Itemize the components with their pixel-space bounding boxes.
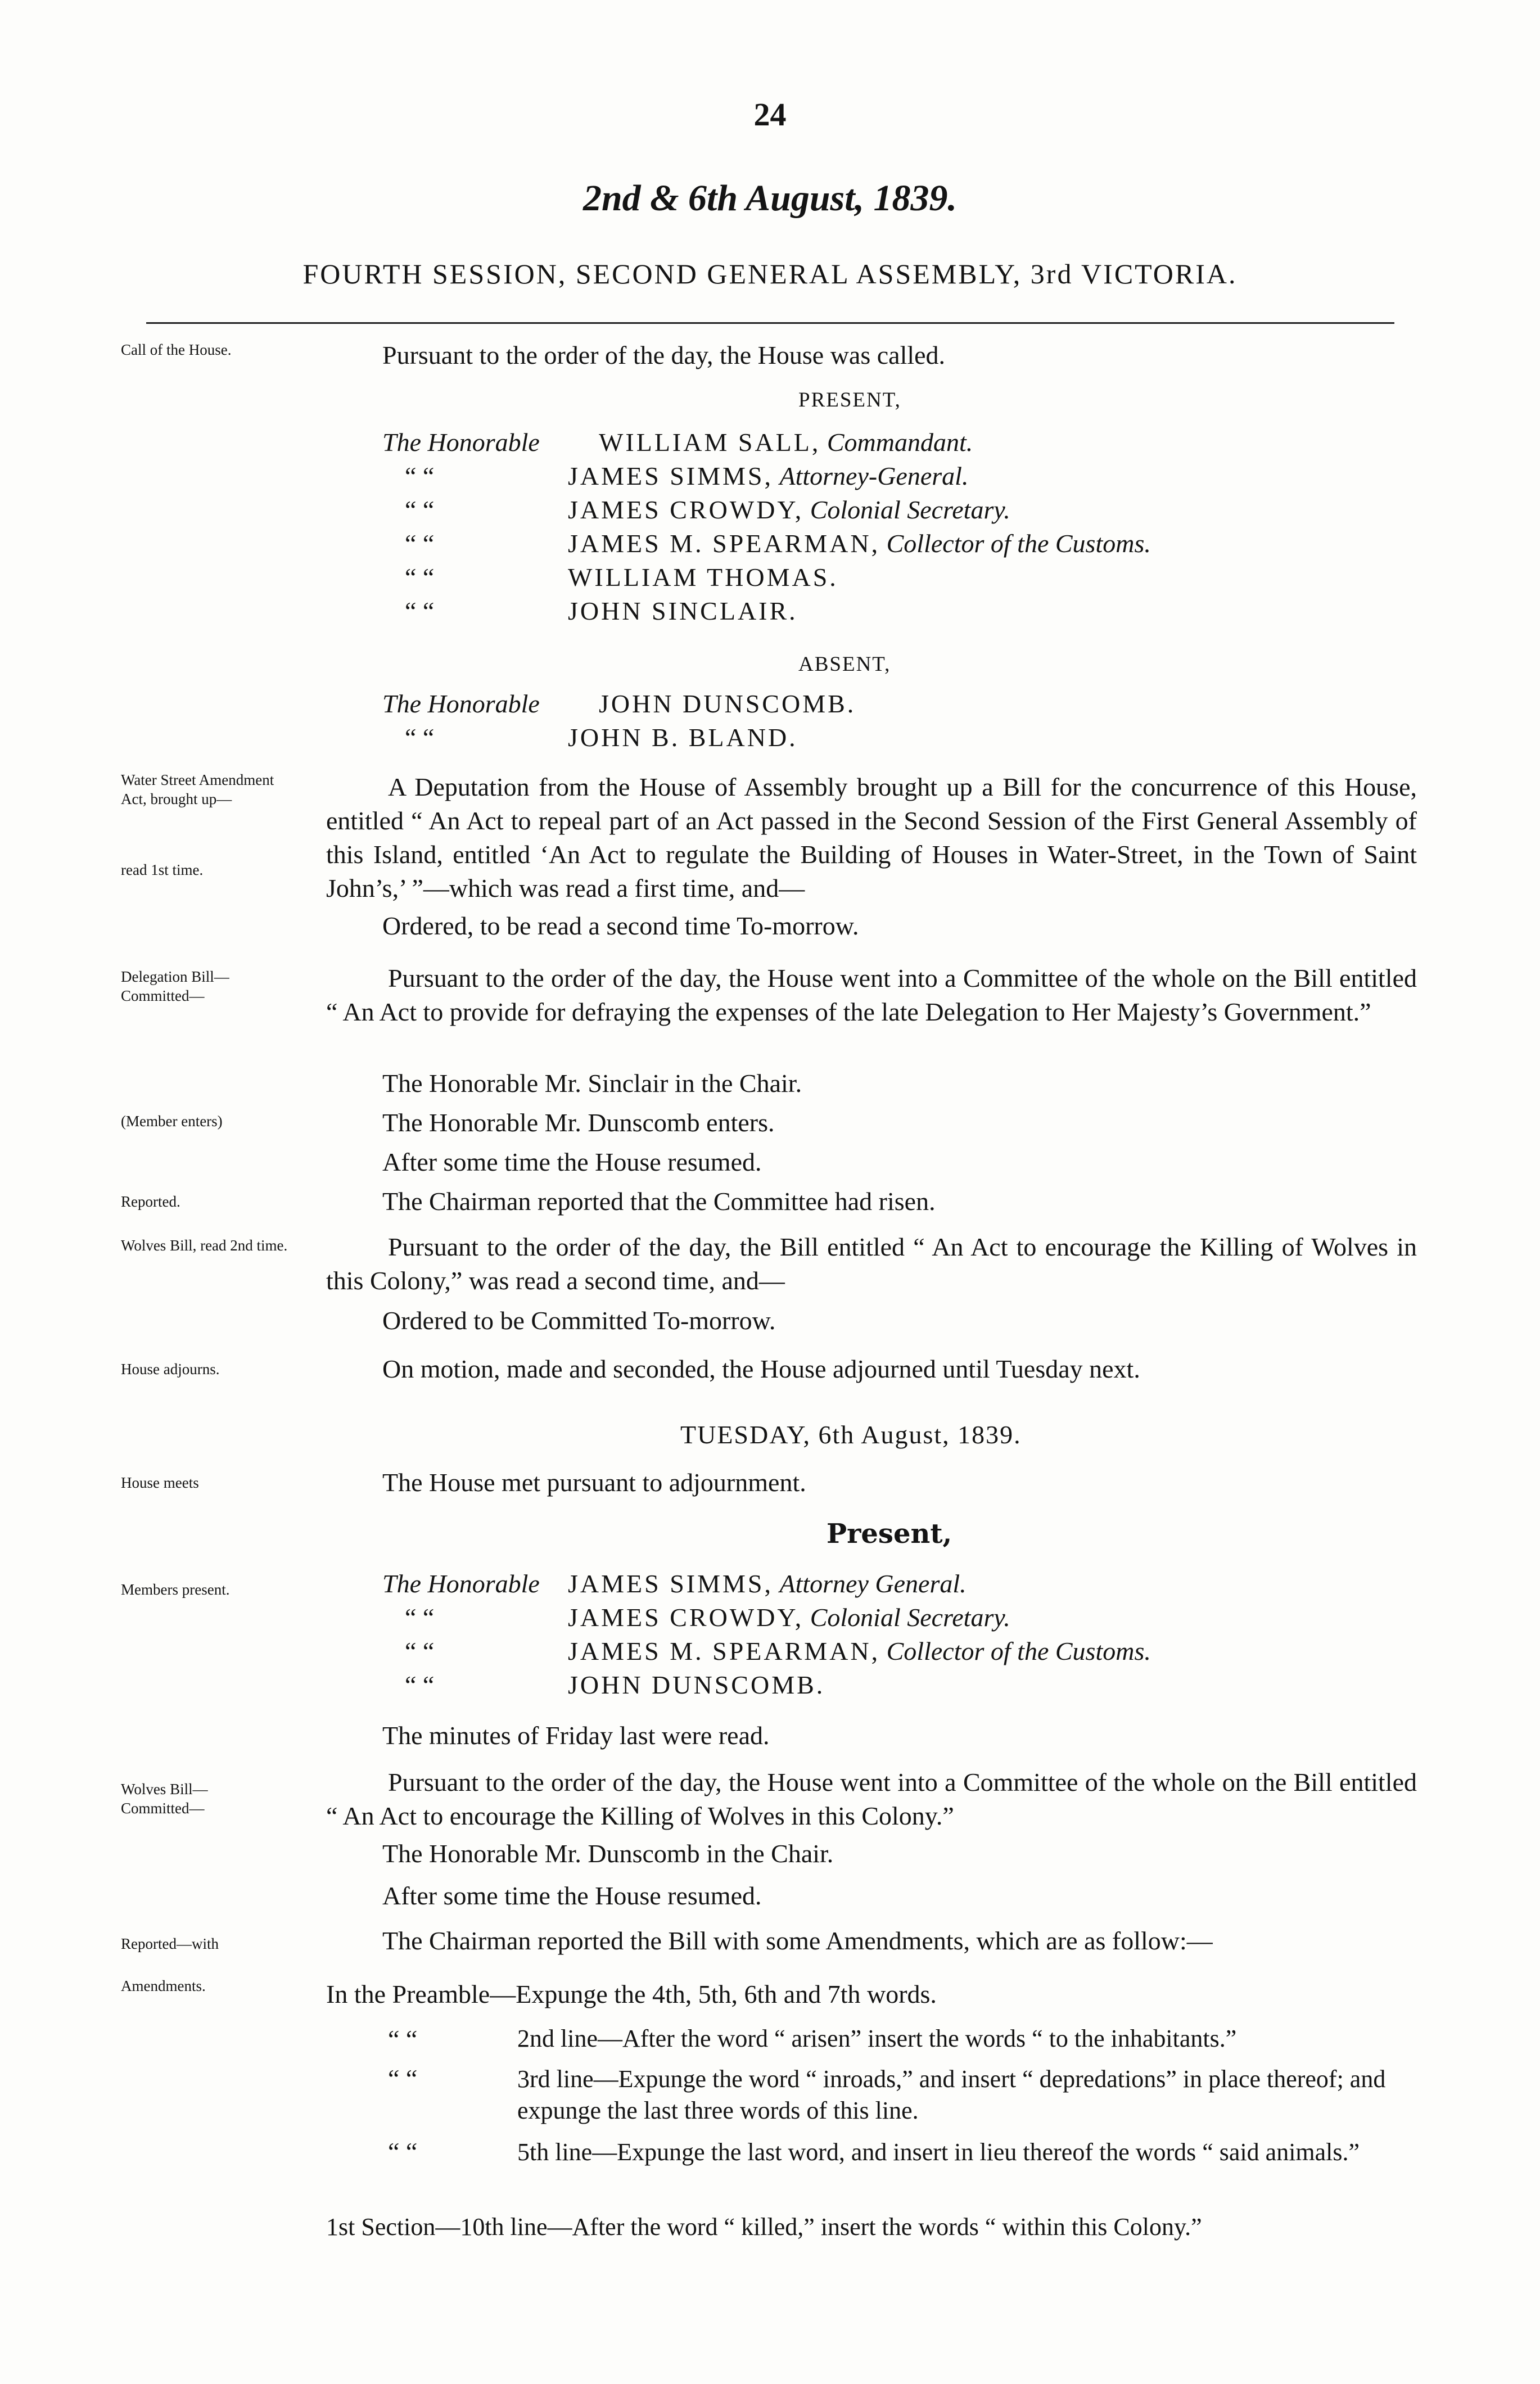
ditto-mark: “ “ xyxy=(388,2064,418,2093)
house-resumed-2: After some time the House resumed. xyxy=(382,1881,762,1910)
margin-note: (Member enters) xyxy=(121,1113,223,1130)
attendee-entry xyxy=(568,562,838,592)
attendee-entry xyxy=(568,529,1151,558)
margin-note: House adjourns. xyxy=(121,1361,220,1378)
amendment-item: 2nd line—After the word “ arisen” insert the words “ to the inhabitants.” xyxy=(517,2025,1237,2052)
margin-note: Wolves Bill, read 2nd time. xyxy=(121,1237,288,1254)
attendee-name: JAMES CROWDY, xyxy=(568,1603,804,1632)
margin-note: Reported—with xyxy=(121,1935,219,1952)
attendee-prefix: The Honorable xyxy=(382,1569,540,1598)
attendee-name: JAMES M. SPEARMAN, xyxy=(568,1637,880,1665)
margin-note: Water Street Amendment Act, brought up— xyxy=(121,771,274,807)
attendee-name: JAMES SIMMS, xyxy=(568,462,773,490)
call-of-house: Pursuant to the order of the day, the House was called. xyxy=(382,341,946,369)
date-heading: 2nd & 6th August, 1839. xyxy=(582,178,958,219)
margin-note: Call of the House. xyxy=(121,341,232,358)
attendee-entry xyxy=(599,427,973,457)
margin-note: House meets xyxy=(121,1474,199,1491)
ditto-mark: “ “ xyxy=(388,2025,418,2053)
present-heading: PRESENT, xyxy=(798,389,901,412)
attendee-name: WILLIAM THOMAS. xyxy=(568,563,838,592)
ordered-committed: Ordered to be Committed To-morrow. xyxy=(382,1306,776,1335)
attendee-row xyxy=(382,1569,540,1599)
amendment-item: 1st Section—10th line—After the word “ killed,” insert the words “ within this Colony.” xyxy=(326,2213,1202,2241)
attendee-title: Attorney General. xyxy=(779,1569,967,1598)
margin-note: Reported. xyxy=(121,1193,180,1210)
absentee-name-text: JOHN B. BLAND. xyxy=(568,723,798,752)
amendment-item: 5th line—Expunge the last word, and insert in lieu thereof the words “ said animals.” xyxy=(517,2138,1360,2166)
house-resumed: After some time the House resumed. xyxy=(382,1148,762,1176)
ditto-mark: “ “ xyxy=(405,563,435,592)
ditto-mark: “ “ xyxy=(388,2137,418,2166)
header-rule xyxy=(146,322,1394,324)
absentee-row xyxy=(382,689,540,719)
attendee-entry xyxy=(568,495,1010,525)
adjournment-motion: On motion, made and seconded, the House adjourned until Tuesday next. xyxy=(382,1354,1140,1383)
margin-note: Amendments. xyxy=(121,1977,206,1994)
absentee-name-text: JOHN DUNSCOMB. xyxy=(599,689,856,718)
deputation-paragraph: A Deputation from the House of Assembly brought up a Bill for the concurrence of this House, entitled “ An Act to repeal part of an Act passed in the Second Session of the First General Assembly of this Island, entitled ‘An Act to regulate the Building of Houses in Water-Street, in the Town of Saint John’s,’ ”—which was read a first time, and— xyxy=(326,773,1417,902)
amendment-item: 3rd line—Expunge the word “ inroads,” and insert “ depredations” in place thereof; and expunge the last three words of this line. xyxy=(517,2065,1386,2124)
ditto-mark: “ “ xyxy=(405,1603,435,1632)
wolves-second-reading: Pursuant to the order of the day, the Bill entitled “ An Act to encourage the Killing of Wolves in this Colony,” was read a second time, and— xyxy=(326,1232,1417,1295)
attendee-entry xyxy=(568,1602,1010,1632)
absent-heading: ABSENT, xyxy=(798,653,891,676)
attendee-name: JOHN DUNSCOMB. xyxy=(568,1670,825,1699)
attendee-prefix: The Honorable xyxy=(382,428,540,457)
amendments-intro: The Chairman reported the Bill with some Amendments, which are as follow:— xyxy=(382,1926,1213,1955)
attendee-title: Attorney-General. xyxy=(779,462,969,490)
ditto-mark: “ “ xyxy=(405,495,435,524)
attendee-title: Colonial Secretary. xyxy=(810,1603,1010,1632)
margin-note: Wolves Bill—Committed— xyxy=(121,1781,208,1817)
attendee-title: Colonial Secretary. xyxy=(810,495,1010,524)
dunscomb-enters: The Honorable Mr. Dunscomb enters. xyxy=(382,1108,775,1137)
ditto-mark: “ “ xyxy=(405,1637,435,1665)
attendee-entry xyxy=(568,1670,825,1700)
minutes-read: The minutes of Friday last were read. xyxy=(382,1721,770,1750)
attendee-name: JOHN SINCLAIR. xyxy=(568,597,798,625)
margin-note: read 1st time. xyxy=(121,861,204,878)
wolves-committee-paragraph: Pursuant to the order of the day, the House went into a Committee of the whole on the Bill entitled “ An Act to encourage the Killing of Wolves in this Colony.” xyxy=(326,1768,1417,1830)
sinclair-chair: The Honorable Mr. Sinclair in the Chair. xyxy=(382,1069,802,1098)
ditto-mark: “ “ xyxy=(405,462,435,490)
attendee-entry xyxy=(568,596,798,626)
attendee-name: JAMES SIMMS, xyxy=(568,1569,773,1598)
ditto-mark: “ “ xyxy=(405,1670,435,1699)
attendee-name: JAMES CROWDY, xyxy=(568,495,804,524)
house-met: The House met pursuant to adjournment. xyxy=(382,1468,806,1497)
chairman-report: The Chairman reported that the Committee had risen. xyxy=(382,1187,936,1216)
attendee-entry xyxy=(568,1569,967,1599)
attendee-title: Collector of the Customs. xyxy=(886,1637,1151,1665)
page-number: 24 xyxy=(753,96,787,133)
ditto-mark: “ “ xyxy=(405,529,435,558)
attendee-title: Collector of the Customs. xyxy=(886,529,1151,558)
absentee-name xyxy=(568,723,798,752)
ditto-mark: “ “ xyxy=(405,723,435,752)
attendee-title: Commandant. xyxy=(827,428,973,457)
attendee-entry xyxy=(568,1636,1151,1666)
tuesday-heading: TUESDAY, 6th August, 1839. xyxy=(680,1420,1022,1449)
attendee-row xyxy=(382,427,540,457)
ordered-second-reading: Ordered, to be read a second time To-morrow. xyxy=(382,911,859,940)
attendee-entry xyxy=(568,461,968,491)
margin-note: Members present. xyxy=(121,1581,230,1598)
attendee-name: WILLIAM SALL, xyxy=(599,428,821,457)
attendee-name: JAMES M. SPEARMAN, xyxy=(568,529,880,558)
session-heading: FOURTH SESSION, SECOND GENERAL ASSEMBLY, 3rd VICTORIA. xyxy=(302,258,1238,290)
margin-note: Delegation Bill—Committed— xyxy=(121,968,229,1004)
absentee-prefix: The Honorable xyxy=(382,689,540,718)
ditto-mark: “ “ xyxy=(405,597,435,625)
present-heading-2: Present, xyxy=(827,1518,952,1550)
absentee-name xyxy=(599,689,856,719)
dunscomb-chair: The Honorable Mr. Dunscomb in the Chair. xyxy=(382,1839,834,1868)
amendment-item: In the Preamble—Expunge the 4th, 5th, 6th and 7th words. xyxy=(326,1980,937,2008)
delegation-paragraph: Pursuant to the order of the day, the House went into a Committee of the whole on the Bill entitled “ An Act to provide for defraying the expenses of the late Delegation to Her Majesty’s Government.” xyxy=(326,964,1417,1026)
